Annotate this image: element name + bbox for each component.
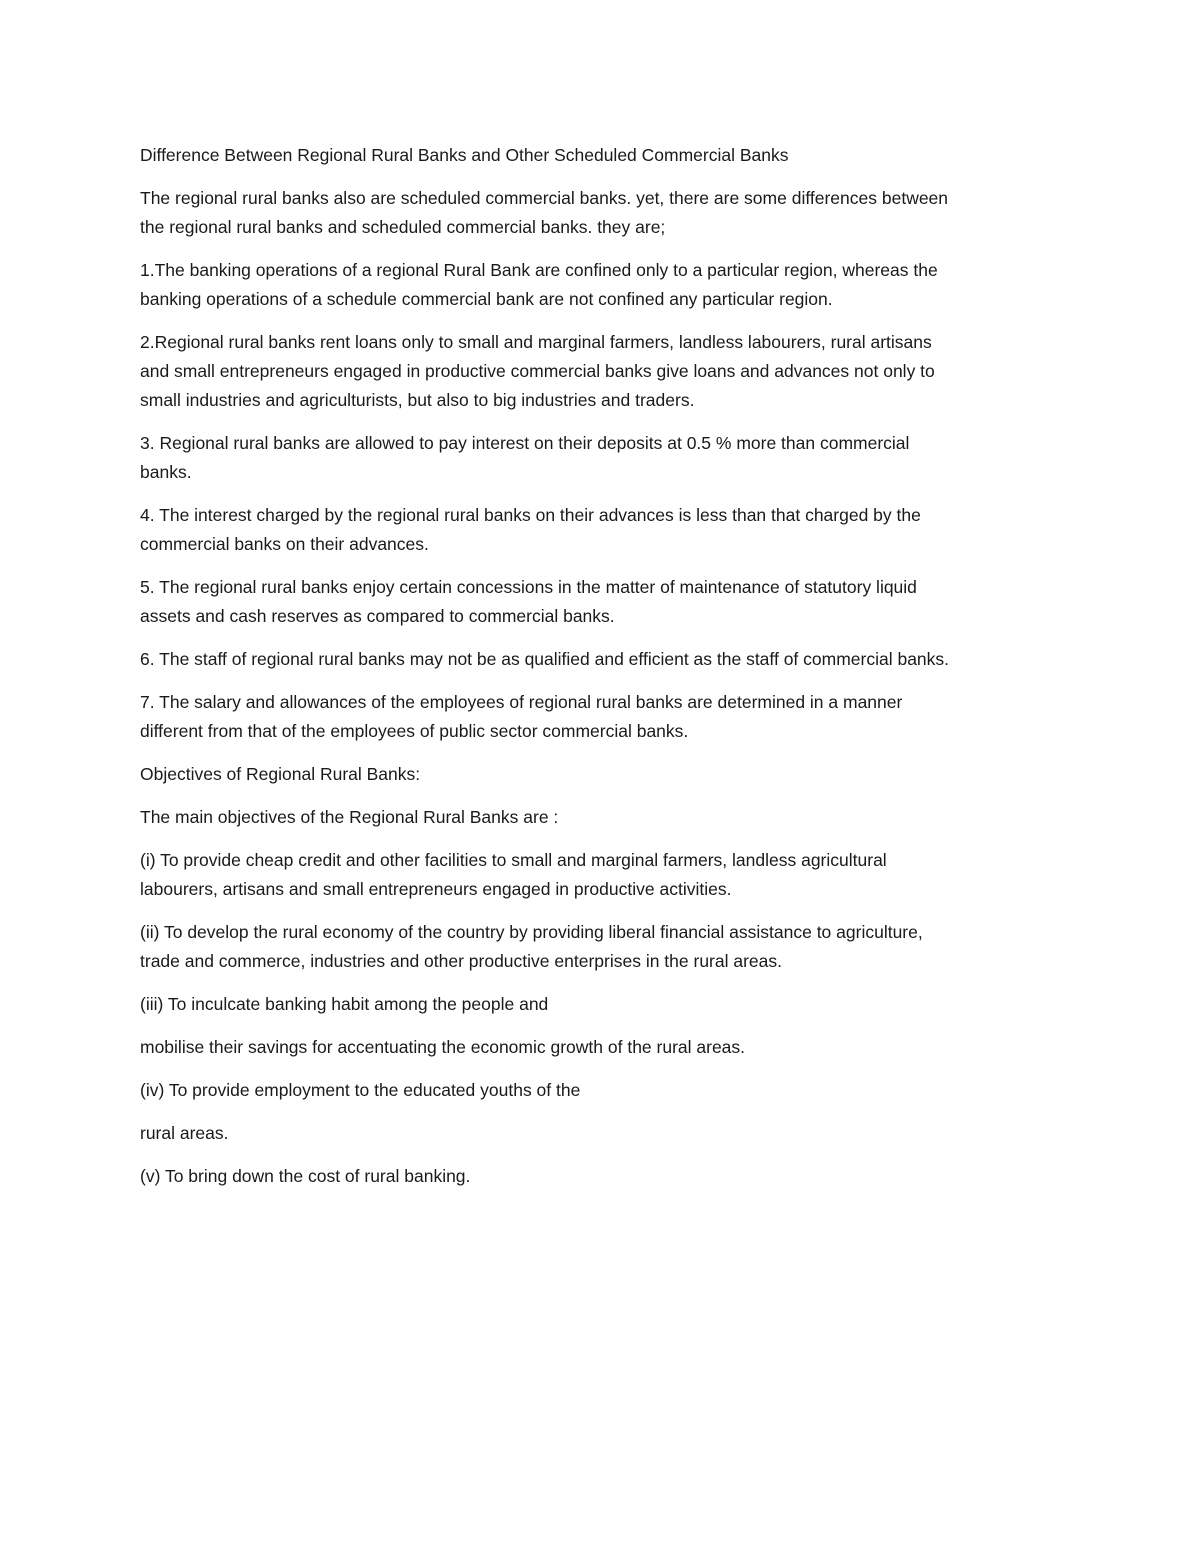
objective-item-3-continued <box>140 1033 1070 1062</box>
intro-line: the regional rural banks and scheduled commercial banks. they are; <box>140 217 666 237</box>
objective-item-1 <box>140 846 1070 904</box>
intro-line: The regional rural banks also are scheduled commercial banks. yet, there are some differences between <box>140 188 949 208</box>
difference-line: 1.The banking operations of a regional Rural Bank are confined only to a particular region, whereas the <box>140 260 938 280</box>
difference-line: 6. The staff of regional rural banks may not be as qualified and efficient as the staff of commercial banks. <box>140 649 950 669</box>
objective-item-4-continued <box>140 1119 1070 1148</box>
difference-line: commercial banks on their advances. <box>140 534 429 554</box>
difference-line: and small entrepreneurs engaged in productive commercial banks give loans and advances not only to <box>140 361 935 381</box>
difference-line: small industries and agriculturists, but also to big industries and traders. <box>140 390 695 410</box>
objectives-heading <box>140 760 1070 789</box>
objective-line: mobilise their savings for accentuating the economic growth of the rural areas. <box>140 1037 746 1057</box>
objective-line: trade and commerce, industries and other productive enterprises in the rural areas. <box>140 951 782 971</box>
objective-line: labourers, artisans and small entrepreneurs engaged in productive activities. <box>140 879 732 899</box>
objective-line: (iii) To inculcate banking habit among the people and <box>140 994 549 1014</box>
difference-item-5 <box>140 573 1070 631</box>
document-title <box>140 141 1070 170</box>
objective-line: rural areas. <box>140 1123 229 1143</box>
difference-item-7 <box>140 688 1070 746</box>
objective-line: (iv) To provide employment to the educated youths of the <box>140 1080 581 1100</box>
title-line: Difference Between Regional Rural Banks and Other Scheduled Commercial Banks <box>140 145 789 165</box>
difference-item-3 <box>140 429 1070 487</box>
intro-paragraph <box>140 184 1070 242</box>
difference-line: 2.Regional rural banks rent loans only to small and marginal farmers, landless labourers, rural artisans <box>140 332 932 352</box>
objective-line: (ii) To develop the rural economy of the country by providing liberal financial assistance to agriculture, <box>140 922 923 942</box>
objective-line: (v) To bring down the cost of rural banking. <box>140 1166 471 1186</box>
objectives-intro-line: The main objectives of the Regional Rural Banks are : <box>140 807 559 827</box>
difference-line: 3. Regional rural banks are allowed to pay interest on their deposits at 0.5 % more than commercial <box>140 433 910 453</box>
document-body <box>140 141 1070 1205</box>
difference-item-4 <box>140 501 1070 559</box>
objective-item-3 <box>140 990 1070 1019</box>
difference-line: assets and cash reserves as compared to commercial banks. <box>140 606 615 626</box>
objective-item-5 <box>140 1162 1070 1191</box>
difference-item-2 <box>140 328 1070 415</box>
objectives-heading-line: Objectives of Regional Rural Banks: <box>140 764 421 784</box>
difference-line: 7. The salary and allowances of the employees of regional rural banks are determined in a manner <box>140 692 903 712</box>
difference-item-1 <box>140 256 1070 314</box>
difference-item-6 <box>140 645 1070 674</box>
difference-line: 4. The interest charged by the regional rural banks on their advances is less than that charged by the <box>140 505 921 525</box>
objective-item-2 <box>140 918 1070 976</box>
difference-line: different from that of the employees of public sector commercial banks. <box>140 721 689 741</box>
objective-item-4 <box>140 1076 1070 1105</box>
objective-line: (i) To provide cheap credit and other facilities to small and marginal farmers, landless agricultural <box>140 850 887 870</box>
difference-line: banking operations of a schedule commercial bank are not confined any particular region. <box>140 289 833 309</box>
difference-line: banks. <box>140 462 192 482</box>
difference-line: 5. The regional rural banks enjoy certain concessions in the matter of maintenance of statutory liquid <box>140 577 917 597</box>
objectives-intro <box>140 803 1070 832</box>
